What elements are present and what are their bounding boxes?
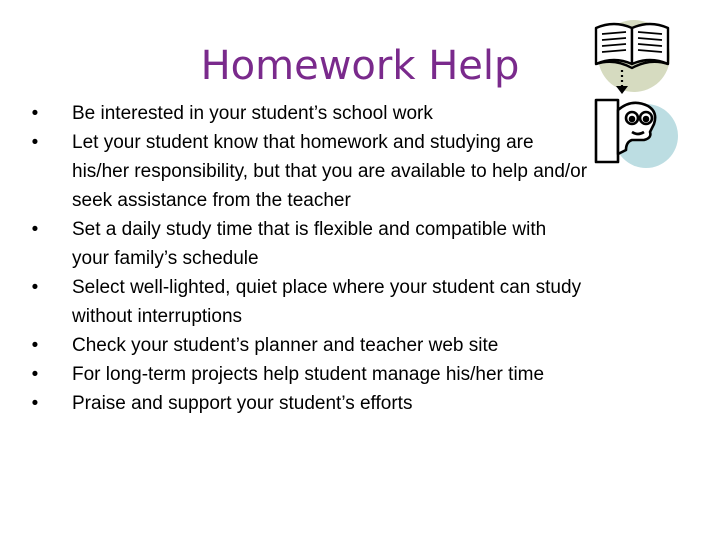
- bullet-dot: •: [31, 277, 39, 298]
- list-item: [28, 215, 588, 273]
- list-item: [28, 128, 588, 215]
- bullet-dot: •: [31, 219, 39, 240]
- list-item: [28, 331, 588, 360]
- bullet-text: Praise and support your student’s efforts: [72, 393, 413, 414]
- bullet-text: Set a daily study time that is flexible and compatible with your family’s schedule: [72, 219, 547, 269]
- list-item: [28, 99, 588, 128]
- slide-title: Homework Help: [200, 43, 520, 89]
- bullet-dot: •: [31, 335, 39, 356]
- book-icon: [596, 24, 668, 68]
- study-clipart: [588, 14, 680, 170]
- bullet-dot: •: [31, 364, 39, 385]
- list-item: [28, 273, 588, 331]
- bullet-text: Let your student know that homework and studying are his/her responsibility, but that you are available to help and/or seek assistance from the teacher: [72, 132, 588, 211]
- bullet-dot: •: [31, 132, 39, 153]
- bullet-text: For long-term projects help student manage his/her time: [72, 364, 545, 385]
- bullet-dot: •: [31, 103, 39, 124]
- list-item: [28, 360, 588, 389]
- bullet-dot: •: [31, 393, 39, 414]
- bullet-list: [28, 99, 588, 418]
- bullet-text: Check your student’s planner and teacher web site: [72, 335, 499, 356]
- bullet-text: Be interested in your student’s school work: [72, 103, 433, 124]
- bullet-text: Select well-lighted, quiet place where your student can study without interruptions: [72, 277, 582, 327]
- list-item: [28, 389, 588, 418]
